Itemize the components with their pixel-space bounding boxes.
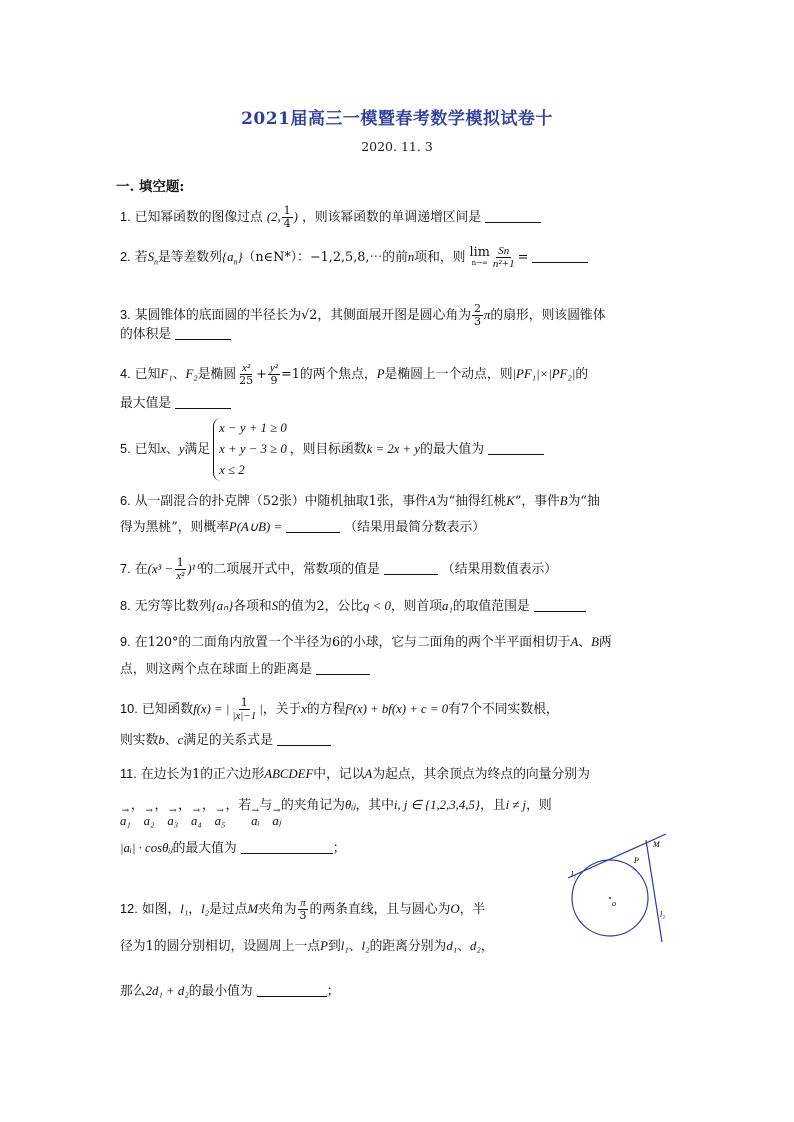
- vector-a1: → a₁: [120, 806, 131, 828]
- question-12-line-3: 那么2d₁ + d₂的最小值为 ；: [120, 984, 340, 999]
- vector-a4: → a₄: [190, 806, 202, 828]
- question-7: 7. 在(x³ − $\frac{1}{\text{x²}}$ )¹⁰的二项展开式中，常数项的值是 （结果用数值表示）: [120, 556, 558, 582]
- vector-a2: → a₂: [143, 806, 155, 828]
- section-heading: 一. 填空题:: [116, 179, 185, 195]
- label-l1: l₁: [571, 870, 577, 879]
- constraint-system: x − y + 1 ≥ 0 x + y − 3 ≥ 0 x ≤ 2: [213, 418, 287, 481]
- fraction: $\frac{1}{4}$: [283, 204, 291, 230]
- question-3: 3. 某圆锥体的底面圆的半径长为√2，其侧面展开图是圆心角为 $\frac{2}{3}$ π的扇形，则该圆锥体: [120, 302, 606, 328]
- center-dot: [609, 897, 611, 899]
- fraction: $\frac{1}{\text{x²}}$: [176, 556, 185, 582]
- answer-blank[interactable]: [384, 562, 438, 575]
- answer-blank[interactable]: [257, 984, 327, 997]
- answer-blank[interactable]: [175, 327, 231, 340]
- question-6: 6. 从一副混合的扑克牌（52张）中随机抽取1张，事件A为“抽得红桃K”，事件B为“抽: [120, 493, 600, 509]
- question-9-line-2: 点，则这两个点在球面上的距离是: [120, 660, 676, 680]
- page-title: 2021届高三一模暨春考数学模拟试卷十: [241, 109, 553, 129]
- question-1: 1. 已知幂函数的图像过点 (2, $\frac{1}{4}$ ) ，则该幂函数的单调递增区间是: [120, 205, 676, 230]
- fraction: $\frac{\text{x²}}{25}$: [239, 362, 254, 387]
- answer-blank[interactable]: [241, 841, 333, 854]
- answer-blank[interactable]: [485, 210, 541, 223]
- fraction: $\frac{2}{3}$: [473, 302, 481, 328]
- question-5: 5. 已知x、y满足x − y + 1 ≥ 0 x + y − 3 ≥ 0 x ≤ 2，则目标函数k = 2x + y的最大值为: [120, 418, 676, 481]
- answer-blank[interactable]: [316, 662, 370, 675]
- question-10: 10. 已知函数f(x) = | $\frac{1}{|x|-1}$ |，关于x的方程f²(x) + bf(x) + c = 0有7个不同实数根，: [120, 696, 559, 722]
- question-8: 8. 无穷等比数列{aₙ}各项和S的值为2，公比q < 0，则首项a₁的取值范围是: [120, 596, 676, 617]
- vector-a3: → a₃: [167, 806, 179, 828]
- question-9: 9. 在120°的二面角内放置一个半径为6的小球，它与二面角的两个半平面相切于A、B两: [120, 634, 612, 650]
- question-2: 2. 若$S_n$是等差数列$\{a_n\}(n\in N*)$：−1,2,5,8,⋯的前n项和，则 lim n→∞ $\frac{Sn}{\text{n²+1}}$ =: [120, 245, 676, 273]
- answer-blank[interactable]: [286, 520, 340, 533]
- fraction: $\frac{\pi}{3}$: [299, 897, 307, 922]
- vector-a5: → a₅: [214, 806, 226, 828]
- fraction: $\frac{1}{|x|-1}$: [232, 696, 257, 722]
- vector-aj: → aⱼ: [272, 806, 281, 828]
- tangent-lines-figure: [560, 830, 675, 955]
- question-12-line-2: 径为1的圆分别相切，设圆周上一点P到l₁、l₂的距离分别为d₁、d₂，: [120, 939, 494, 954]
- answer-blank[interactable]: [532, 250, 588, 263]
- vector-ai: → aᵢ: [251, 806, 260, 828]
- label-o: o: [612, 899, 616, 908]
- question-11: 11. 在边长为1的正六边形ABCDEF中，记以A为起点，其余顶点为终点的向量分别为: [120, 766, 590, 782]
- question-11-line-2: → a₁ ， → a₂ ， → a₃ ， → a₄ ， → a₅ ，若 → aᵢ 与 → aⱼ 的夹角记为θᵢⱼ，其中i, j ∈ {1,2,3,4,5}，且i ≠ j，则: [120, 798, 552, 828]
- answer-blank[interactable]: [488, 442, 544, 455]
- question-12: 12. 如图，l₁，l₂是过点M夹角为 $\frac{\pi}{3}$ 的两条直线，且与圆心为O，半: [120, 897, 486, 922]
- question-6-line-2: 得为黑桃”，则概率P(A∪B) = （结果用最简分数表示）: [120, 520, 486, 535]
- answer-blank[interactable]: [534, 599, 586, 612]
- label-p: P: [634, 856, 639, 865]
- question-10-line-2: 则实数b、c满足的关系式是: [120, 730, 676, 751]
- answer-blank[interactable]: [277, 733, 331, 746]
- question-11-line-3: |aᵢ| · cosθᵢⱼ的最大值为 ；: [120, 841, 346, 856]
- fraction: $\frac{Sn}{\text{n²+1}}$: [492, 245, 515, 270]
- line-l2: [646, 840, 662, 942]
- label-l2: l₂: [660, 910, 666, 919]
- label-m: M: [653, 840, 660, 849]
- answer-blank[interactable]: [175, 396, 231, 409]
- exam-date: 2020. 11. 3: [361, 139, 433, 154]
- question-3-line-2: 的体积是: [120, 325, 676, 345]
- question-4-line-2: 最大值是: [120, 394, 676, 414]
- fraction: $\frac{\text{y²}}{9}$: [269, 362, 279, 387]
- question-4: 4. 已知F₁、F₂是椭圆 $\frac{\text{x²}}{25}$ + $\frac{\text{y²}}{9}$ =1的两个焦点，P是椭圆上一个动点，则|PF₁|×|PF₂|的: [120, 362, 589, 387]
